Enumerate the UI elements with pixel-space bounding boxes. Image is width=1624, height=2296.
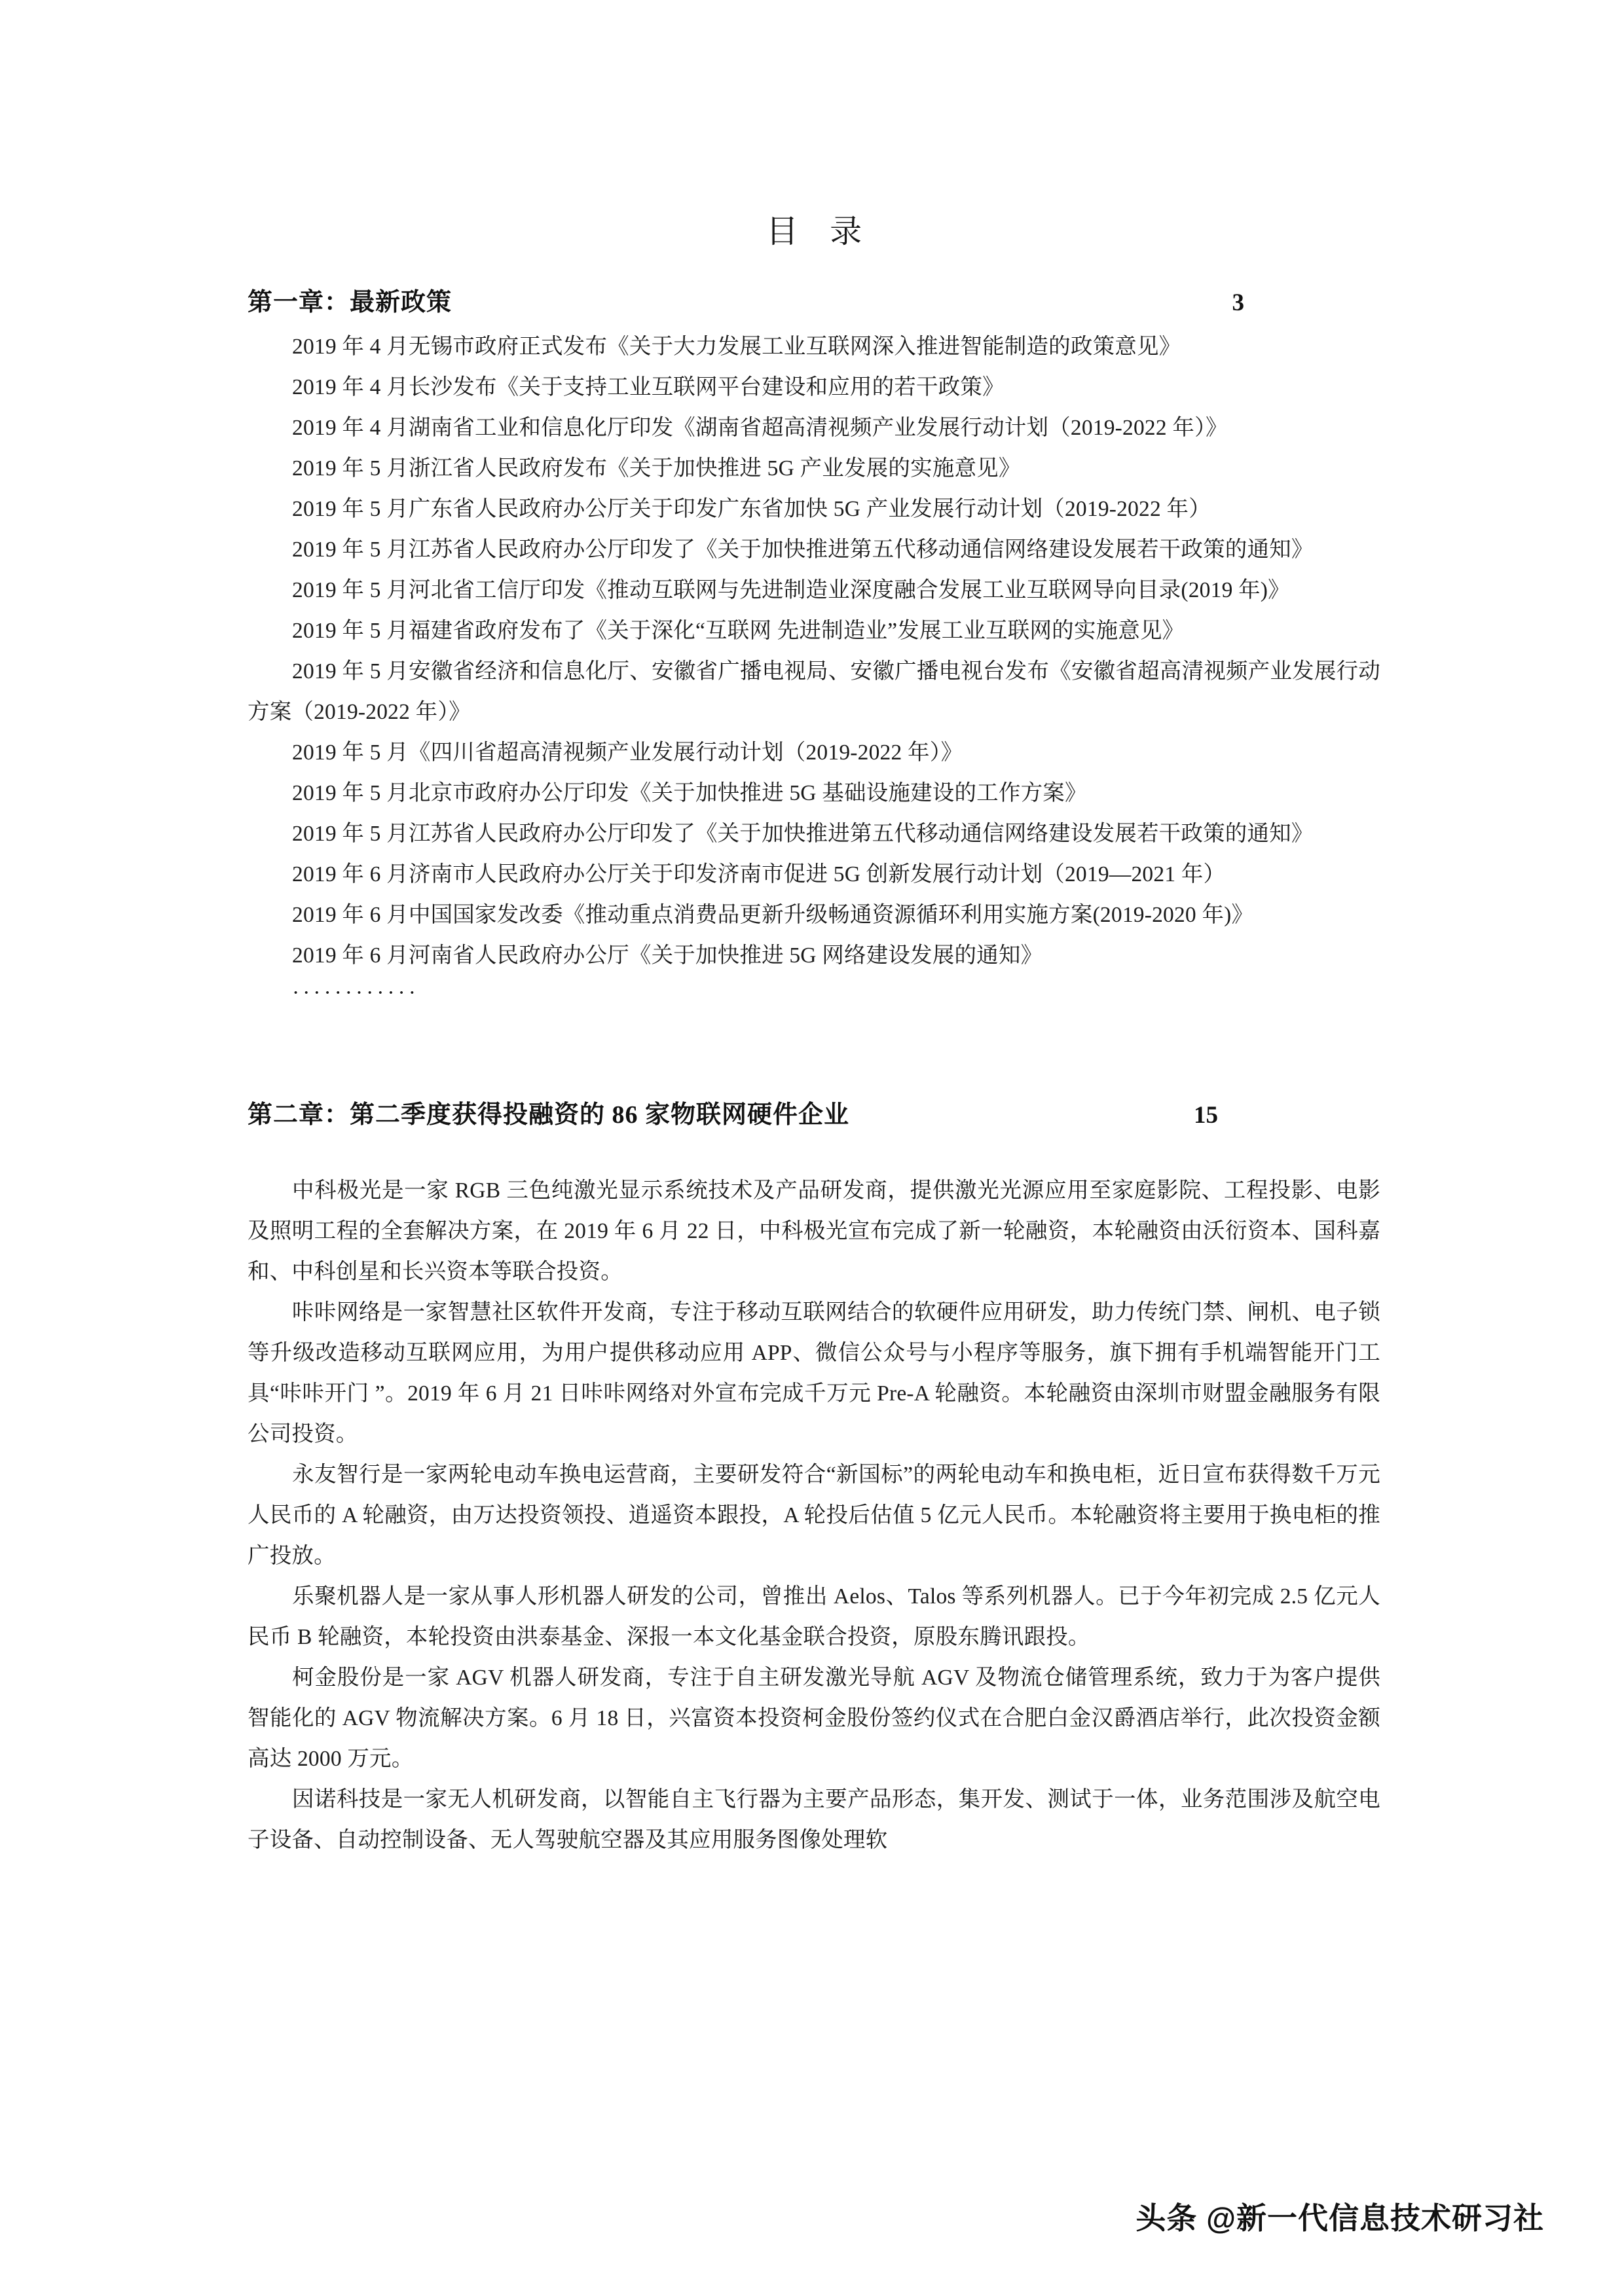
toc-entry[interactable]: 2019 年 6 月河南省人民政府办公厅《关于加快推进 5G 网络建设发展的通知》 bbox=[292, 943, 1043, 968]
toc-entry[interactable]: 2019 年 5 月安徽省经济和信息化厅、安徽省广播电视局、安徽广播电视台发布《安徽省超高清视频产业发展行动方案（2019-2022 年）》 bbox=[248, 659, 1380, 724]
chapter-title-1: 第一章：最新政策 bbox=[248, 288, 452, 316]
body-text-block bbox=[248, 1171, 1380, 1861]
body-paragraph: 永友智行是一家两轮电动车换电运营商，主要研发符合“新国标”的两轮电动车和换电柜，近日宣布获得数千万元人民币的 A 轮融资，由万达投资领投、逍遥资本跟投，A 轮投后估值 5 亿元人民币。本轮融资将主要用于换电柜的推广投放。 bbox=[248, 1462, 1380, 1568]
toc-entry[interactable]: 2019 年 4 月长沙发布《关于支持工业互联网平台建设和应用的若干政策》 bbox=[292, 374, 1005, 399]
body-paragraph: 乐聚机器人是一家从事人形机器人研发的公司，曾推出 Aelos、Talos 等系列机器人。已于今年初完成 2.5 亿元人民币 B 轮融资，本轮投资由洪泰基金、深报一本文化基金联合投资，原股东腾讯跟投。 bbox=[248, 1584, 1380, 1649]
toc-entry[interactable]: 2019 年 4 月无锡市政府正式发布《关于大力发展工业互联网深入推进智能制造的政策意见》 bbox=[292, 334, 1181, 359]
toc-entry[interactable]: 2019 年 5 月北京市政府办公厅印发《关于加快推进 5G 基础设施建设的工作方案》 bbox=[292, 780, 1087, 805]
toc-entry[interactable]: 2019 年 5 月江苏省人民政府办公厅印发了《关于加快推进第五代移动通信网络建设发展若干政策的通知》 bbox=[292, 537, 1314, 562]
toc-entry[interactable]: 2019 年 5 月江苏省人民政府办公厅印发了《关于加快推进第五代移动通信网络建设发展若干政策的通知》 bbox=[292, 821, 1314, 846]
content-column bbox=[248, 0, 1380, 1861]
toc-continuation-ellipsis: ············ bbox=[292, 980, 419, 1005]
chapter-title-2: 第二章：第二季度获得投融资的 86 家物联网硬件企业 bbox=[248, 1101, 850, 1129]
toc-entry[interactable]: 2019 年 5 月福建省政府发布了《关于深化“互联网 先进制造业”发展工业互联网的实施意见》 bbox=[292, 618, 1185, 643]
toc-entry[interactable]: 2019 年 5 月《四川省超高清视频产业发展行动计划（2019-2022 年）》 bbox=[292, 740, 963, 765]
toc-list bbox=[248, 327, 1380, 1010]
body-paragraph: 咔咔网络是一家智慧社区软件开发商，专注于移动互联网结合的软硬件应用研发，助力传统门禁、闸机、电子锁等升级改造移动互联网应用，为用户提供移动应用 APP、微信公众号与小程序等服务，旗下拥有手机端智能开门工具“咔咔开门 ”。2019 年 6 月 21 日咔咔网络对外宣布完成千万元 Pre-A 轮融资。本轮融资由深圳市财盟金融服务有限公司投资。 bbox=[248, 1300, 1380, 1446]
toc-entry[interactable]: 2019 年 5 月河北省工信厅印发《推动互联网与先进制造业深度融合发展工业互联网导向目录(2019 年)》 bbox=[292, 577, 1290, 602]
page-title: 目 录 bbox=[766, 213, 874, 249]
body-paragraph: 中科极光是一家 RGB 三色纯激光显示系统技术及产品研发商，提供激光光源应用至家庭影院、工程投影、电影及照明工程的全套解决方案，在 2019 年 6 月 22 日，中科极光宣布完成了新一轮融资，本轮融资由沃衍资本、国科嘉和、中科创星和长兴资本等联合投资。 bbox=[248, 1178, 1380, 1284]
toc-entry[interactable]: 2019 年 5 月浙江省人民政府发布《关于加快推进 5G 产业发展的实施意见》 bbox=[292, 456, 1021, 481]
chapter-heading-row-1[interactable] bbox=[248, 282, 1380, 318]
chapter-page-number-2: 15 bbox=[1194, 1101, 1218, 1129]
chapter-page-number-1: 3 bbox=[1232, 289, 1244, 316]
toc-entry[interactable]: 2019 年 6 月济南市人民政府办公厅关于印发济南市促进 5G 创新发展行动计划（2019—2021 年） bbox=[292, 862, 1226, 886]
watermark-attribution: 头条 @新一代信息技术研习社 bbox=[1135, 2201, 1544, 2235]
body-paragraph: 因诺科技是一家无人机研发商，以智能自主飞行器为主要产品形态，集开发、测试于一体，业务范围涉及航空电子设备、自动控制设备、无人驾驶航空器及其应用服务图像处理软 bbox=[248, 1787, 1380, 1852]
body-paragraph: 柯金股份是一家 AGV 机器人研发商，专注于自主研发激光导航 AGV 及物流仓储管理系统，致力于为客户提供智能化的 AGV 物流解决方案。6 月 18 日，兴富资本投资柯金股份签约仪式在合肥白金汉爵酒店举行，此次投资金额高达 2000 万元。 bbox=[248, 1665, 1380, 1771]
toc-entry[interactable]: 2019 年 6 月中国国家发改委《推动重点消费品更新升级畅通资源循环利用实施方案(2019-2020 年)》 bbox=[292, 902, 1254, 927]
toc-entry[interactable]: 2019 年 4 月湖南省工业和信息化厅印发《湖南省超高清视频产业发展行动计划（2019-2022 年）》 bbox=[292, 415, 1228, 440]
chapter-heading-row-2[interactable] bbox=[248, 1094, 1380, 1130]
toc-entry[interactable]: 2019 年 5 月广东省人民政府办公厅关于印发广东省加快 5G 产业发展行动计划（2019-2022 年） bbox=[292, 496, 1211, 521]
